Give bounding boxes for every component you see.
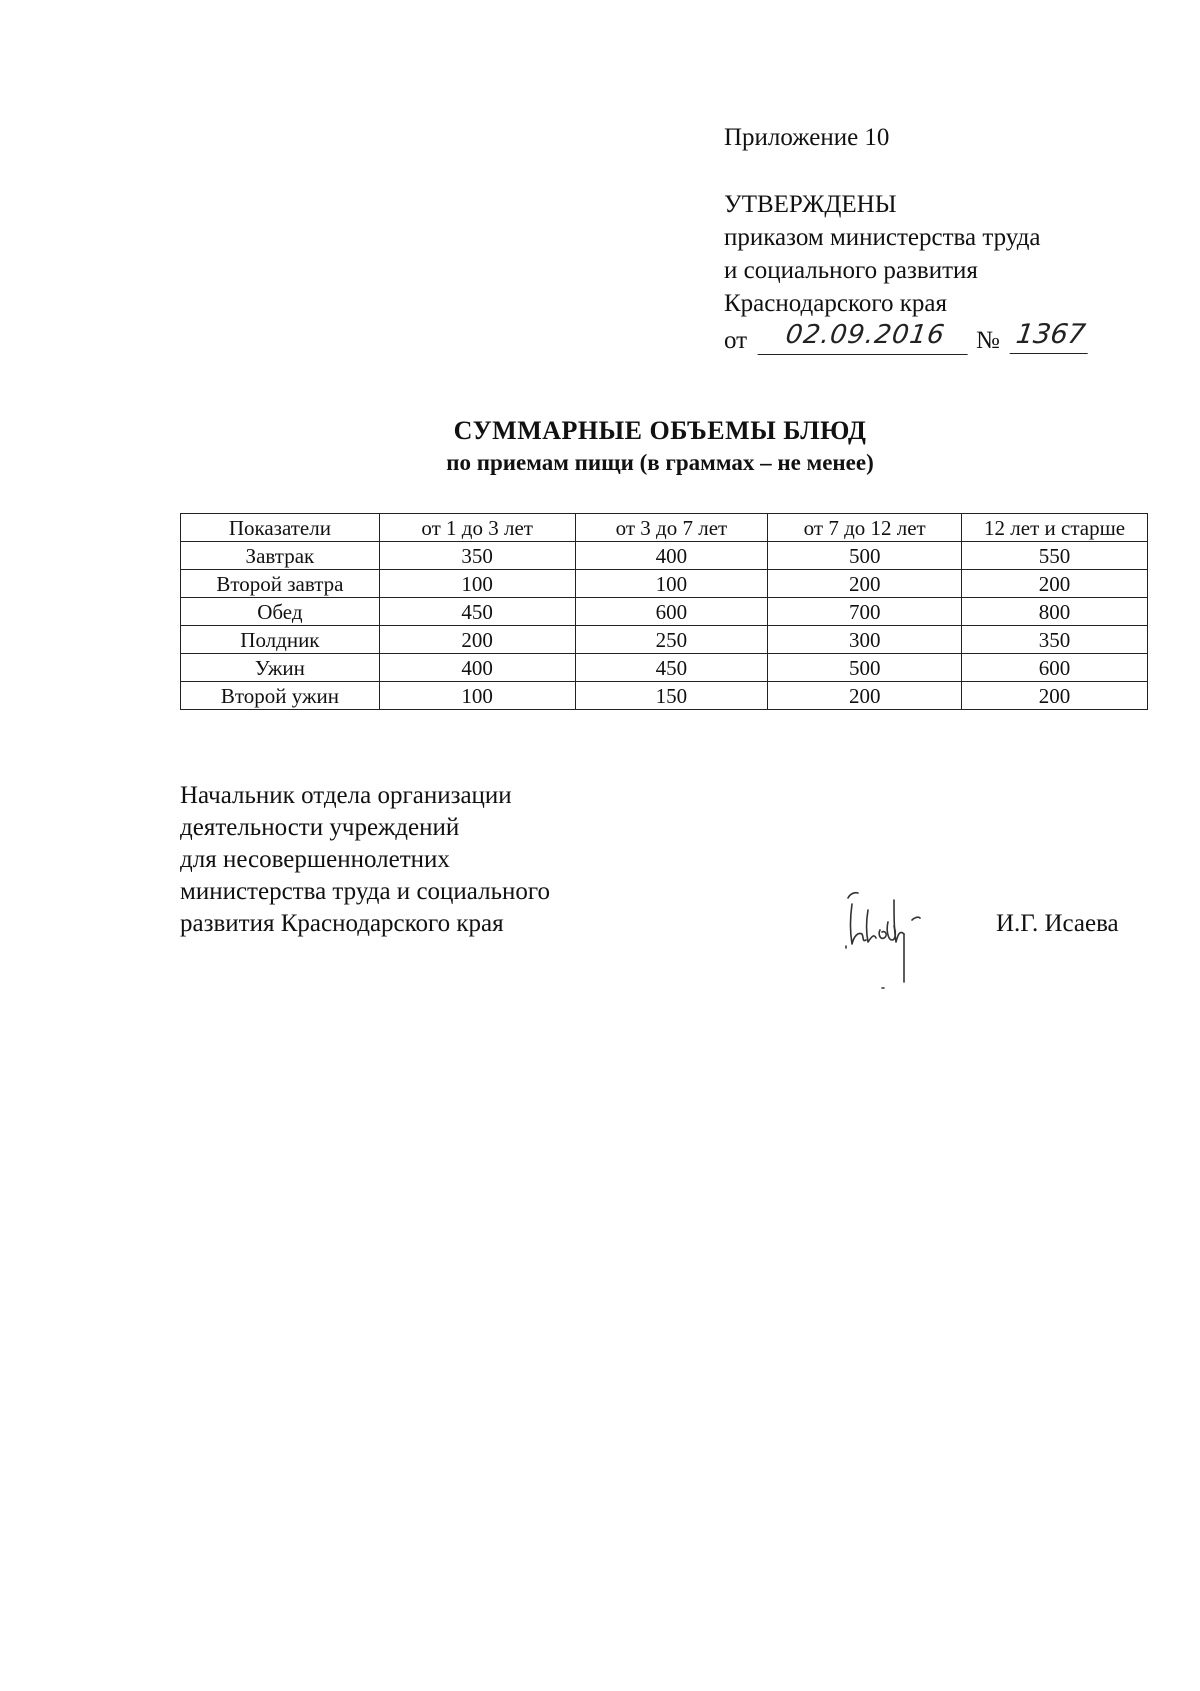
table-row bbox=[181, 654, 1148, 682]
table-cell: 400 bbox=[575, 542, 768, 570]
column-header: 12 лет и старше bbox=[962, 514, 1148, 542]
table-cell: 450 bbox=[575, 654, 768, 682]
column-header: от 7 до 12 лет bbox=[768, 514, 962, 542]
table-row bbox=[181, 598, 1148, 626]
table-cell: 300 bbox=[768, 626, 962, 654]
table-cell: 500 bbox=[768, 654, 962, 682]
document-subtitle: по приемам пищи (в граммах – не менее) bbox=[446, 450, 874, 475]
table-cell: 400 bbox=[379, 654, 575, 682]
column-header: Показатели bbox=[181, 514, 380, 542]
order-line: и социального развития bbox=[724, 257, 978, 284]
signer-position-line: деятельности учреждений bbox=[180, 814, 460, 841]
table-cell: 350 bbox=[962, 626, 1148, 654]
table-row bbox=[181, 542, 1148, 570]
signer-position bbox=[180, 780, 550, 940]
table-cell: Второй ужин bbox=[181, 682, 380, 710]
column-header: от 1 до 3 лет bbox=[379, 514, 575, 542]
table-cell: 500 bbox=[768, 542, 962, 570]
table-cell: Полдник bbox=[181, 626, 380, 654]
signer-position-line: Начальник отдела организации bbox=[180, 782, 512, 809]
table-cell: 250 bbox=[575, 626, 768, 654]
table-cell: 200 bbox=[768, 570, 962, 598]
table-row bbox=[181, 570, 1148, 598]
table-cell: 100 bbox=[379, 682, 575, 710]
table-cell: 600 bbox=[962, 654, 1148, 682]
number-sign: № bbox=[976, 327, 1000, 354]
table-cell: 600 bbox=[575, 598, 768, 626]
document-title: СУММАРНЫЕ ОБЪЕМЫ БЛЮД bbox=[453, 416, 867, 445]
table-cell: 700 bbox=[768, 598, 962, 626]
table-cell: 450 bbox=[379, 598, 575, 626]
order-date-number-line bbox=[724, 319, 1088, 360]
table-row bbox=[181, 682, 1148, 710]
approval-block bbox=[724, 188, 1088, 360]
table-cell: 800 bbox=[962, 598, 1148, 626]
signer-name: И.Г. Исаева bbox=[996, 910, 1119, 937]
column-header: от 3 до 7 лет bbox=[575, 514, 768, 542]
signer-position-line: министерства труда и социального bbox=[180, 878, 550, 905]
table-cell: 100 bbox=[575, 570, 768, 598]
table-cell: 350 bbox=[379, 542, 575, 570]
table-cell: Ужин bbox=[181, 654, 380, 682]
handwritten-date: 02.09.2016 bbox=[758, 320, 973, 355]
order-line: Краснодарского края bbox=[724, 290, 947, 317]
table-cell: 100 bbox=[379, 570, 575, 598]
table-cell: 200 bbox=[962, 570, 1148, 598]
date-prefix: от bbox=[724, 327, 748, 354]
table-cell: Второй завтра bbox=[181, 570, 380, 598]
table-row bbox=[181, 626, 1148, 654]
handwritten-order-number: 1367 bbox=[1010, 320, 1093, 354]
table-cell: 550 bbox=[962, 542, 1148, 570]
table-header-row bbox=[181, 514, 1148, 542]
annex-label: Приложение 10 bbox=[724, 124, 890, 151]
meal-volumes-table bbox=[180, 513, 1148, 710]
signer-position-line: развития Краснодарского края bbox=[180, 910, 504, 937]
approved-label: УТВЕРЖДЕНЫ bbox=[724, 191, 897, 218]
table-cell: Обед bbox=[181, 598, 380, 626]
handwritten-signature bbox=[838, 870, 948, 990]
table-cell: 150 bbox=[575, 682, 768, 710]
table-cell: 200 bbox=[768, 682, 962, 710]
table-cell: 200 bbox=[379, 626, 575, 654]
signer-position-line: для несовершеннолетних bbox=[180, 846, 450, 873]
order-line: приказом министерства труда bbox=[724, 224, 1041, 251]
table-cell: 200 bbox=[962, 682, 1148, 710]
table-cell: Завтрак bbox=[181, 542, 380, 570]
